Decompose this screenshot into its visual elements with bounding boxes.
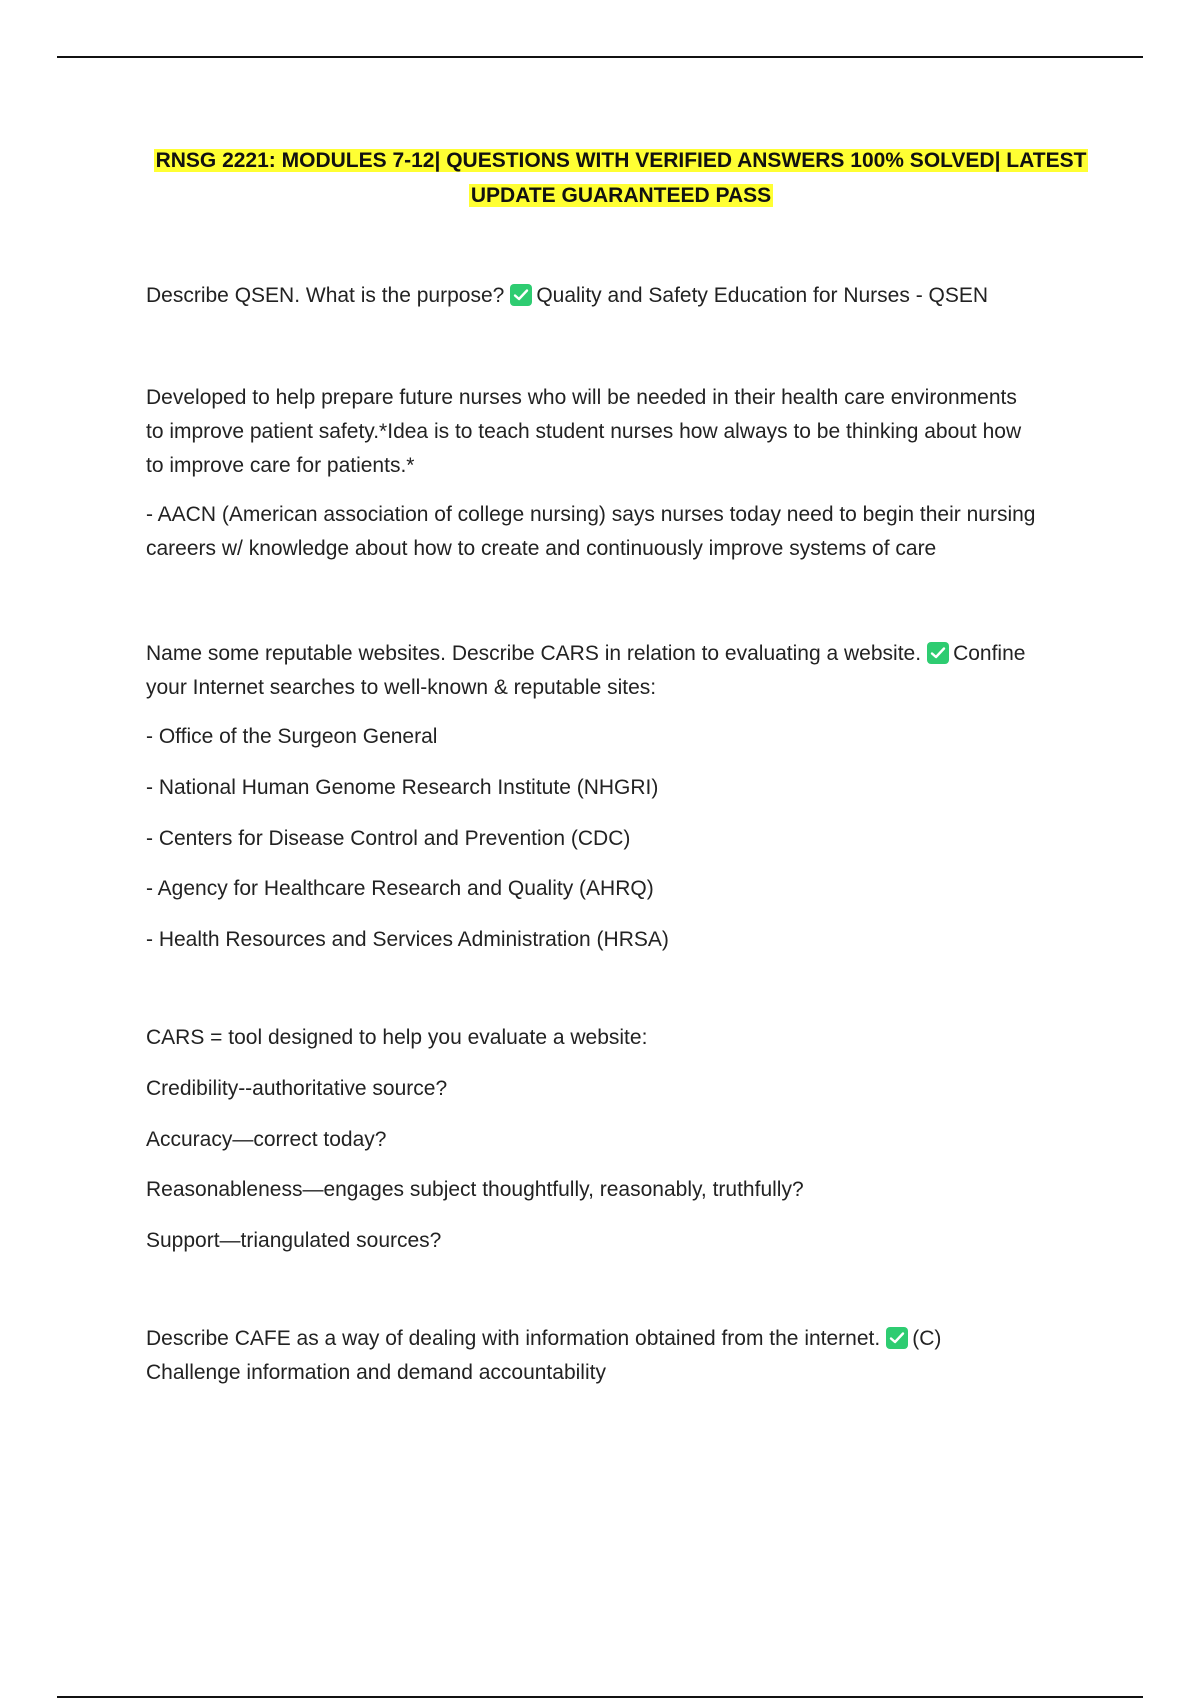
title-line-1: RNSG 2221: MODULES 7-12| QUESTIONS WITH VERIFIED ANSWERS 100% SOLVED| LATEST (155, 149, 1087, 172)
qa1-p1-line2: to improve patient safety.*Idea is to teach student nurses how always to be thinking about how (146, 420, 1022, 443)
site-item: - Health Resources and Services Administration (HRSA) (146, 928, 669, 951)
qa1-answer: Quality and Safety Education for Nurses - QSEN (536, 284, 989, 307)
qa2-question-block (146, 637, 1106, 705)
qa2-question: Name some reputable websites. Describe CARS in relation to evaluating a website. (146, 642, 922, 665)
top-rule (57, 56, 1143, 58)
cars-intro: CARS = tool designed to help you evaluate a website: (146, 1026, 648, 1049)
qa1-p2-line2: careers w/ knowledge about how to create and continuously improve systems of care (146, 537, 937, 560)
document-title (146, 143, 1096, 213)
site-item: - Centers for Disease Control and Prevention (CDC) (146, 827, 631, 850)
qa1-paragraph-1 (146, 381, 1106, 483)
qa1-paragraph-2 (146, 498, 1106, 566)
check-mark-icon (886, 1327, 908, 1349)
qa3-question-block (146, 1322, 1106, 1390)
qa1-p1-line1: Developed to help prepare future nurses who will be needed in their health care environments (146, 386, 1017, 409)
qa2-answer-start: Confine (953, 642, 1026, 665)
title-line-2: UPDATE GUARANTEED PASS (470, 184, 772, 207)
qa3-answer-start: (C) (912, 1327, 942, 1350)
qa3-answer-line2: Challenge information and demand accountability (146, 1361, 606, 1384)
qa3-question: Describe CAFE as a way of dealing with information obtained from the internet. (146, 1327, 881, 1350)
site-item: - Office of the Surgeon General (146, 725, 438, 748)
qa1-question: Describe QSEN. What is the purpose? (146, 284, 505, 307)
site-item: - Agency for Healthcare Research and Quality (AHRQ) (146, 877, 654, 900)
cars-item: Credibility--authoritative source? (146, 1077, 448, 1100)
check-mark-icon (510, 284, 532, 306)
cars-item: Reasonableness—engages subject thoughtfully, reasonably, truthfully? (146, 1178, 804, 1201)
cars-item: Support—triangulated sources? (146, 1229, 442, 1252)
qa1-p1-line3: to improve care for patients.* (146, 454, 415, 477)
bottom-rule (57, 1696, 1143, 1698)
site-item: - National Human Genome Research Institute (NHGRI) (146, 776, 659, 799)
qa1-p2-line1: - AACN (American association of college nursing) says nurses today need to begin their nursing (146, 503, 1036, 526)
cars-item: Accuracy—correct today? (146, 1128, 387, 1151)
qa1-question-line (146, 279, 1106, 313)
qa2-answer-line2: your Internet searches to well-known & reputable sites: (146, 676, 657, 699)
check-mark-icon (927, 642, 949, 664)
